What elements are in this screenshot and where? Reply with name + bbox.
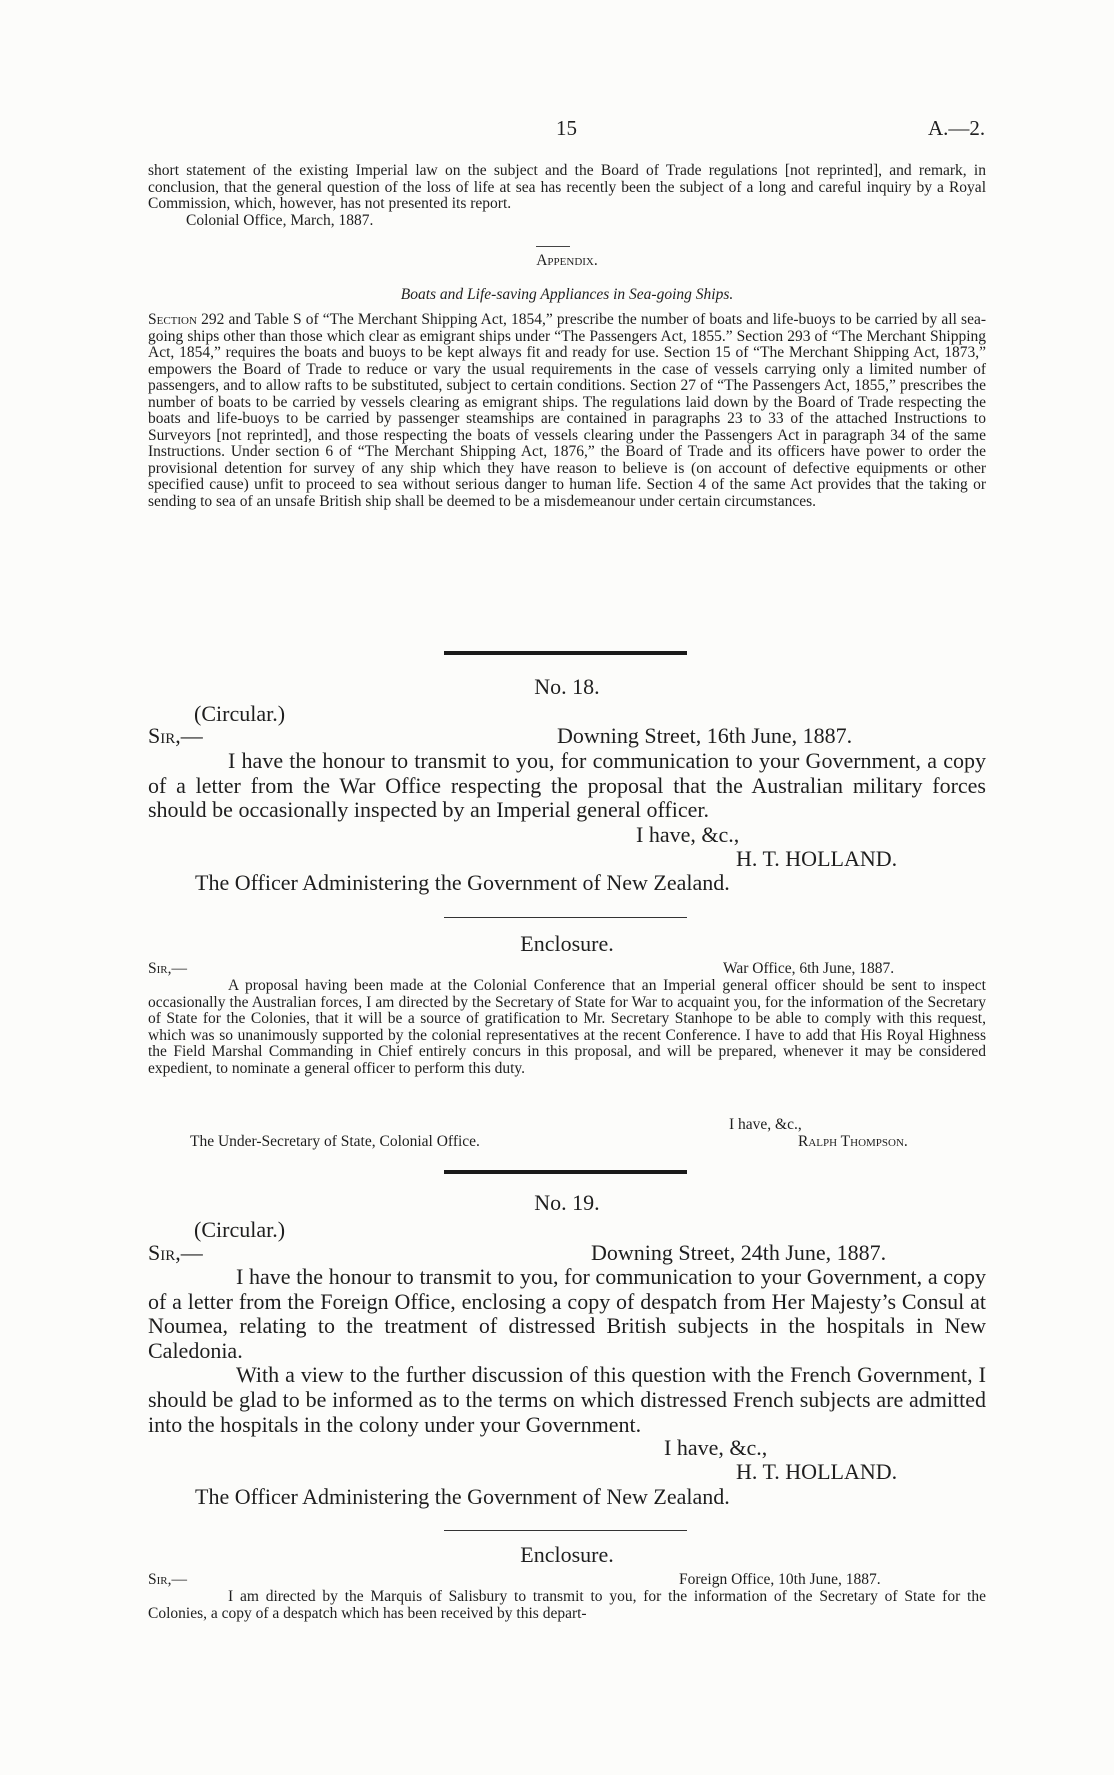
no19-enclosure-body: I am directed by the Marquis of Salisbury to transmit to you, for the information of the Secretary of State for the Colonies, a copy of a despatch which has been received by this depart-	[148, 1588, 986, 1622]
no18-salutation: Sir,—	[148, 723, 203, 748]
enclosure-divider-2	[444, 1530, 687, 1531]
no18-place-date: Downing Street, 16th June, 1887.	[557, 723, 853, 748]
no18-body: I have the honour to transmit to you, for communication to your Government, a copy of a letter from the War Office respecting the proposal that the Australian military forces should be occasionally inspected by an Imperial general officer.	[148, 748, 986, 823]
no18-enclosure-signature: Ralph Thompson.	[798, 1133, 908, 1150]
no19-enclosure-salutation: Sir,—	[148, 1571, 187, 1588]
intro-section	[148, 163, 986, 229]
intro-separator	[536, 246, 570, 247]
no18-enclosure-place-date: War Office, 6th June, 1887.	[723, 960, 895, 977]
no18-signature: H. T. HOLLAND.	[736, 846, 898, 871]
no18-addressee: The Officer Administering the Government of New Zealand.	[195, 870, 730, 895]
no19-enclosure-heading: Enclosure.	[520, 1542, 614, 1567]
no18-closing: I have, &c.,	[636, 822, 740, 847]
no18-enclosure-addressee: The Under-Secretary of State, Colonial Office.	[190, 1133, 480, 1150]
no19-signature: H. T. HOLLAND.	[736, 1459, 898, 1484]
no18-enclosure-body-block	[148, 978, 986, 1077]
section-divider-thick-2	[444, 1170, 687, 1174]
no18-body-block	[148, 749, 986, 823]
no19-closing: I have, &c.,	[664, 1435, 768, 1460]
appendix-lead: Section	[148, 311, 197, 328]
appendix-subheading: Boats and Life-saving Appliances in Sea-going Ships.	[400, 286, 734, 303]
no18-enclosure-heading: Enclosure.	[520, 931, 614, 956]
no19-salutation: Sir,—	[148, 1240, 203, 1265]
intro-paragraph: short statement of the existing Imperial law on the subject and the Board of Trade regulations [not reprinted], and remark, in conclusion, that the general question of the loss of life at sea has recently been the subject of a long and careful inquiry by a Royal Commission, which, however, has not presented its report.	[148, 162, 986, 212]
no18-circular: (Circular.)	[194, 701, 286, 726]
section-divider-thick	[444, 651, 687, 655]
no18-enclosure-salutation: Sir,—	[148, 960, 187, 977]
appendix-heading: Appendix.	[536, 252, 598, 269]
appendix-body	[148, 312, 986, 510]
no19-number: No. 19.	[534, 1190, 600, 1215]
no19-enclosure-body-block	[148, 1589, 986, 1622]
no19-circular: (Circular.)	[194, 1217, 286, 1242]
no19-addressee: The Officer Administering the Government of New Zealand.	[195, 1484, 730, 1509]
no19-enclosure-place-date: Foreign Office, 10th June, 1887.	[679, 1571, 881, 1588]
enclosure-divider	[444, 917, 687, 918]
no19-body-2: With a view to the further discussion of this question with the French Government, I should be glad to be informed as to the terms on which distressed French subjects are admitted into the hospitals in the colony under your Government.	[148, 1362, 986, 1437]
no19-body-1: I have the honour to transmit to you, for communication to your Government, a copy of a letter from the Foreign Office, enclosing a copy of despatch from Her Majesty’s Consul at Noumea, relating to the treatment of distressed British subjects in the hospitals in New Caledonia.	[148, 1264, 986, 1363]
no18-enclosure-closing: I have, &c.,	[729, 1116, 802, 1133]
no19-body-block	[148, 1265, 986, 1437]
appendix-text: 292 and Table S of “The Merchant Shipping Act, 1854,” prescribe the number of boats and life-buoys to be carried by all sea-going ships other than those which clear as emigrant ships under “The Passengers Act, 1855.” Section 293 of “The Merchant Shipping Act, 1854,” requires the boats and buoys to be kept always fit and ready for use. Section 15 of “The Merchant Shipping Act, 1873,” empowers the Board of Trade to reduce or vary the usual requirements in the case of vessels carrying only a limited number of passengers, and to allow rafts to be substituted, subject to certain conditions. Section 27 of “The Passengers Act, 1855,” prescribes the number of boats to be carried by vessels clearing as emigrant ships. The regulations laid down by the Board of Trade respecting the boats and life-buoys to be carried by passenger steamships are contained in paragraphs 23 to 33 of the attached Instructions to Surveyors [not reprinted], and those respecting the boats of vessels clearing under the Passengers Act in paragraph 34 of the same Instructions. Under section 6 of “The Merchant Shipping Act, 1876,” the Board of Trade and its officers have power to order the provisional detention for survey of any ship which they have reason to believe is (on account of defective equipments or other specified cause) unfit to proceed to sea without serious danger to human life. Section 4 of the same Act provides that the taking or sending to sea of an unsafe British ship shall be deemed to be a misdemeanour under certain circumstances.	[148, 311, 986, 510]
no18-enclosure-body: A proposal having been made at the Colonial Conference that an Imperial general officer should be sent to inspect occasionally the Australian forces, I am directed by the Secretary of State for War to acquaint you, for the information of the Secretary of State for the Colonies, that it will be a source of gratification to Mr. Secretary Stanhope to be able to comply with this request, which was so unanimously supported by the colonial representatives at the recent Conference. I have to add that His Royal Highness the Field Marshal Commanding in Chief entirely concurs in this proposal, and will be prepared, whenever it may be considered expedient, to nominate a general officer to perform this duty.	[148, 977, 986, 1077]
no19-place-date: Downing Street, 24th June, 1887.	[591, 1240, 887, 1265]
series-number: A.—2.	[928, 116, 986, 140]
intro-signoff: Colonial Office, March, 1887.	[186, 211, 374, 229]
no18-number: No. 18.	[534, 674, 600, 699]
page-number: 15	[556, 116, 577, 140]
